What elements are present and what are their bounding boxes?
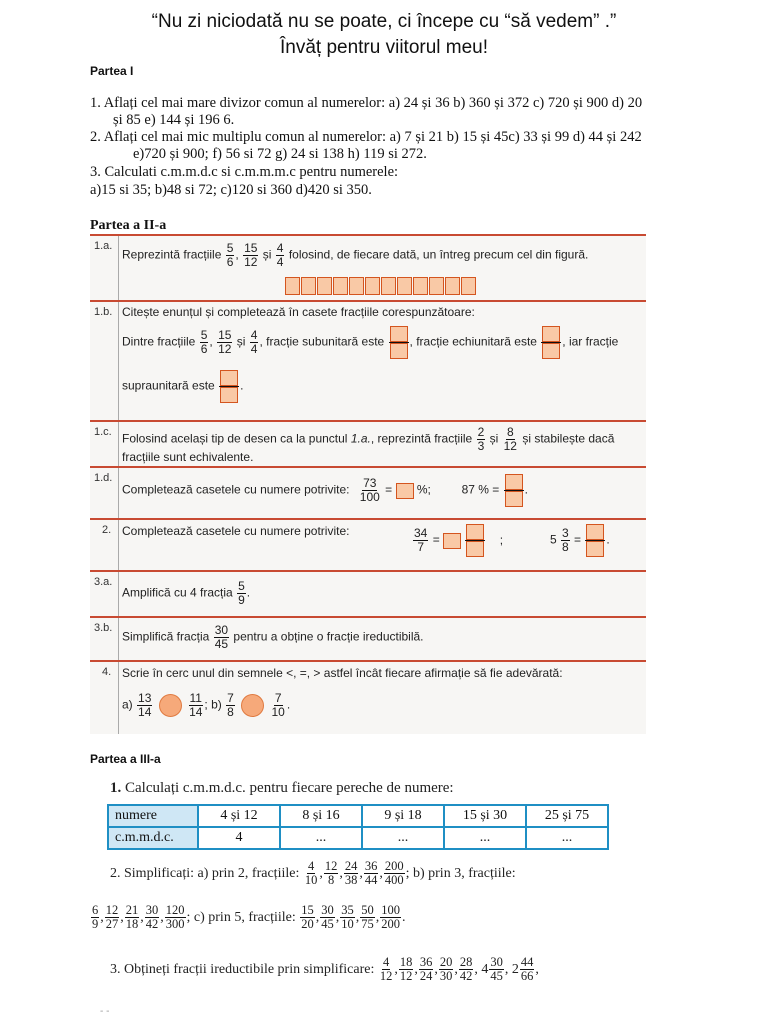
row-comparisons: a) $\frac{13}{14}$ $\frac{11}{14}$ ; b) $\frac{7}{8}$ $\frac{7}{10}$ . (122, 691, 291, 719)
row-text: Folosind același tip de desen ca la punctul 1.a., reprezintă fracțiile $\frac{2}{3}$ și $\frac{8}{12}$ și stabilește dacă (122, 425, 615, 453)
row-3a (90, 570, 646, 618)
exercise-table (90, 234, 646, 734)
fraction: $\frac{15}{20}$ (301, 903, 314, 932)
table-cell: 4 (198, 827, 280, 849)
row-text: Dintre fracțiile $\frac{5}{6}$ , $\frac{15}{12}$ și $\frac{4}{4}$ , fracție subunitară este , fracție echiunitară este , iar fracție (122, 326, 618, 359)
row-text: Completează casetele cu numere potrivite: (122, 524, 350, 538)
table-cell: ... (362, 827, 444, 849)
fraction: $\frac{12}{8}$ (324, 859, 338, 888)
row-label: 3.a. (94, 576, 113, 588)
fraction: $\frac{24}{38}$ (344, 859, 358, 888)
fraction: $\frac{50}{75}$ (361, 903, 374, 932)
table-cell: ... (444, 827, 526, 849)
row-1b (90, 300, 646, 414)
table-cell: ... (526, 827, 608, 849)
answer-fraction-box[interactable] (541, 326, 561, 359)
part2-heading: Partea a II-a (90, 218, 167, 233)
row-1d (90, 466, 646, 520)
sign-circle[interactable] (241, 694, 264, 717)
part3-q3: 3. Obțineți fracții ireductibile prin simplificare: $\frac{4}{12}$ , $\frac{18}{12}$ , $\frac{36}{24}$ , $\frac{20}{30}$ , $\frac{28}{42}$ , 4 $\frac{30}{45}$ , 2 $\frac{44}{66}$ , (110, 955, 539, 984)
fraction: $\frac{120}{300}$ (165, 903, 185, 932)
fraction: $\frac{36}{24}$ (419, 955, 433, 984)
part3-q1: 1. Calculați c.m.m.d.c. pentru fiecare pereche de numere: (110, 780, 454, 796)
row-1c (90, 420, 646, 468)
answer-fraction-box[interactable] (504, 474, 524, 507)
table-header-row (108, 805, 608, 827)
fraction: $\frac{20}{30}$ (439, 955, 453, 984)
fraction: $\frac{28}{42}$ (459, 955, 473, 984)
part1-item1-line2: și 85 e) 144 și 196 6. (113, 112, 235, 128)
gcd-table (107, 804, 609, 850)
part1-heading: Partea I (90, 64, 134, 78)
fraction: $\frac{4}{12}$ (379, 955, 393, 984)
fraction: $\frac{18}{12}$ (399, 955, 413, 984)
table-cell: 4 și 12 (198, 805, 280, 827)
row-equation-1: $\frac{34}{7}$ = ; (412, 524, 503, 557)
row-text-2: fracțiile sunt echivalente. (122, 450, 254, 464)
motto: “Nu zi niciodată nu se poate, ci începe cu “să vedem” .” (151, 11, 617, 32)
part3-q2-line2: $\frac{6}{9}$ , $\frac{12}{27}$ , $\frac{21}{18}$ , $\frac{30}{42}$ , $\frac{120}{300}$ ; c) prin 5, fracțiile: $\frac{15}{20}$ , $\frac{30}{45}$ , $\frac{35}{10}$ , $\frac{50}{75}$ , $\frac{100}{200}$ . (92, 903, 406, 932)
table-cell: ... (280, 827, 362, 849)
row-label: 1.c. (94, 426, 112, 438)
row-equation-2: 5 $\frac{3}{8}$ = . (550, 524, 610, 557)
fraction: $\frac{200}{400}$ (384, 859, 404, 888)
part1-item2-line2: e)720 și 900; f) 56 si 72 g) 24 si 138 h) 119 si 272. (133, 146, 427, 162)
row-label: 1.d. (94, 472, 113, 484)
answer-fraction-box[interactable] (465, 524, 485, 557)
row-text: Completează casetele cu numere potrivite: $\frac{73}{100}$ = %; 87 % = . (122, 474, 528, 507)
part1-item2-line1: 2. Aflați cel mai mic multiplu comun al numerelor: a) 7 și 21 b) 15 și 45c) 33 și 99 d) 44 și 242 (90, 129, 642, 145)
fraction: $\frac{12}{27}$ (105, 903, 119, 932)
row-label: 1.b. (94, 306, 113, 318)
row-text: Scrie în cerc unul din semnele <, =, > astfel încât fiecare afirmație să fie adevărată: (122, 666, 563, 680)
row-label: 4. (102, 666, 112, 678)
answer-fraction-box[interactable] (585, 524, 605, 557)
row-label: 2. (102, 524, 112, 536)
row-text: Simplifică fracția $\frac{30}{45}$ pentru a obține o fracție ireductibilă. (122, 623, 424, 651)
fraction: $\frac{4}{10}$ (304, 859, 318, 888)
row-label: 1.a. (94, 240, 113, 252)
row-text-2: supraunitară este . (122, 370, 243, 403)
row-text: Amplifică cu 4 fracția $\frac{5}{9}$ . (122, 579, 251, 607)
row-intro: Citește enunțul și completează în casete fracțiile corespunzătoare: (122, 305, 475, 319)
table-row-header: c.m.m.d.c. (108, 827, 198, 849)
table-cell: 15 și 30 (444, 805, 526, 827)
row-3b (90, 616, 646, 662)
fraction: $\frac{36}{44}$ (364, 859, 378, 888)
table-cell: 8 și 16 (280, 805, 362, 827)
fraction: $\frac{30}{42}$ (145, 903, 159, 932)
answer-box[interactable] (443, 533, 461, 549)
table-cell: 25 și 75 (526, 805, 608, 827)
unit-strip-figure (285, 277, 477, 295)
table-cell: 9 și 18 (362, 805, 444, 827)
part1-item1-line1: 1. Aflați cel mai mare divizor comun al numerelor: a) 24 și 36 b) 360 și 372 c) 720 și 900 d) 20 (90, 95, 643, 111)
answer-fraction-box[interactable] (219, 370, 239, 403)
part3-heading: Partea a III-a (90, 752, 161, 766)
part1-item3-line1: 3. Calculati c.m.m.d.c si c.m.m.m.c pentru numerele: (90, 164, 399, 180)
fraction: $\frac{100}{200}$ (381, 903, 400, 932)
row-1a (90, 234, 646, 294)
part1-item3-line2: a)15 si 35; b)48 si 72; c)120 si 360 d)420 si 350. (90, 182, 372, 198)
fraction: $\frac{30}{45}$ (490, 955, 503, 984)
answer-box[interactable] (396, 483, 414, 499)
fraction: $\frac{21}{18}$ (125, 903, 139, 932)
table-row (108, 827, 608, 849)
part3-q2-line1: 2. Simplificați: a) prin 2, fracțiile: $\frac{4}{10}$ , $\frac{12}{8}$ , $\frac{24}{38}$ , $\frac{36}{44}$ , $\frac{200}{400}$ ; b) prin 3, fracțiile: (110, 859, 516, 888)
fraction: $\frac{35}{10}$ (341, 903, 354, 932)
footer-mark: - - (100, 1006, 110, 1017)
answer-fraction-box[interactable] (389, 326, 409, 359)
row-2 (90, 518, 646, 572)
row-text: Reprezintă fracțiile $\frac{5}{6}$ , $\frac{15}{12}$ și $\frac{4}{4}$ folosind, de fiecare dată, un întreg precum cel din figură. (122, 241, 589, 269)
table-row-header: numere (108, 805, 198, 827)
fraction: $\frac{44}{66}$ (520, 955, 534, 984)
row-label: 3.b. (94, 622, 113, 634)
row-4 (90, 660, 646, 736)
sign-circle[interactable] (159, 694, 182, 717)
page-title: Învăț pentru viitorul meu! (279, 37, 489, 58)
fraction: $\frac{30}{45}$ (321, 903, 334, 932)
fraction: $\frac{6}{9}$ (92, 903, 99, 932)
